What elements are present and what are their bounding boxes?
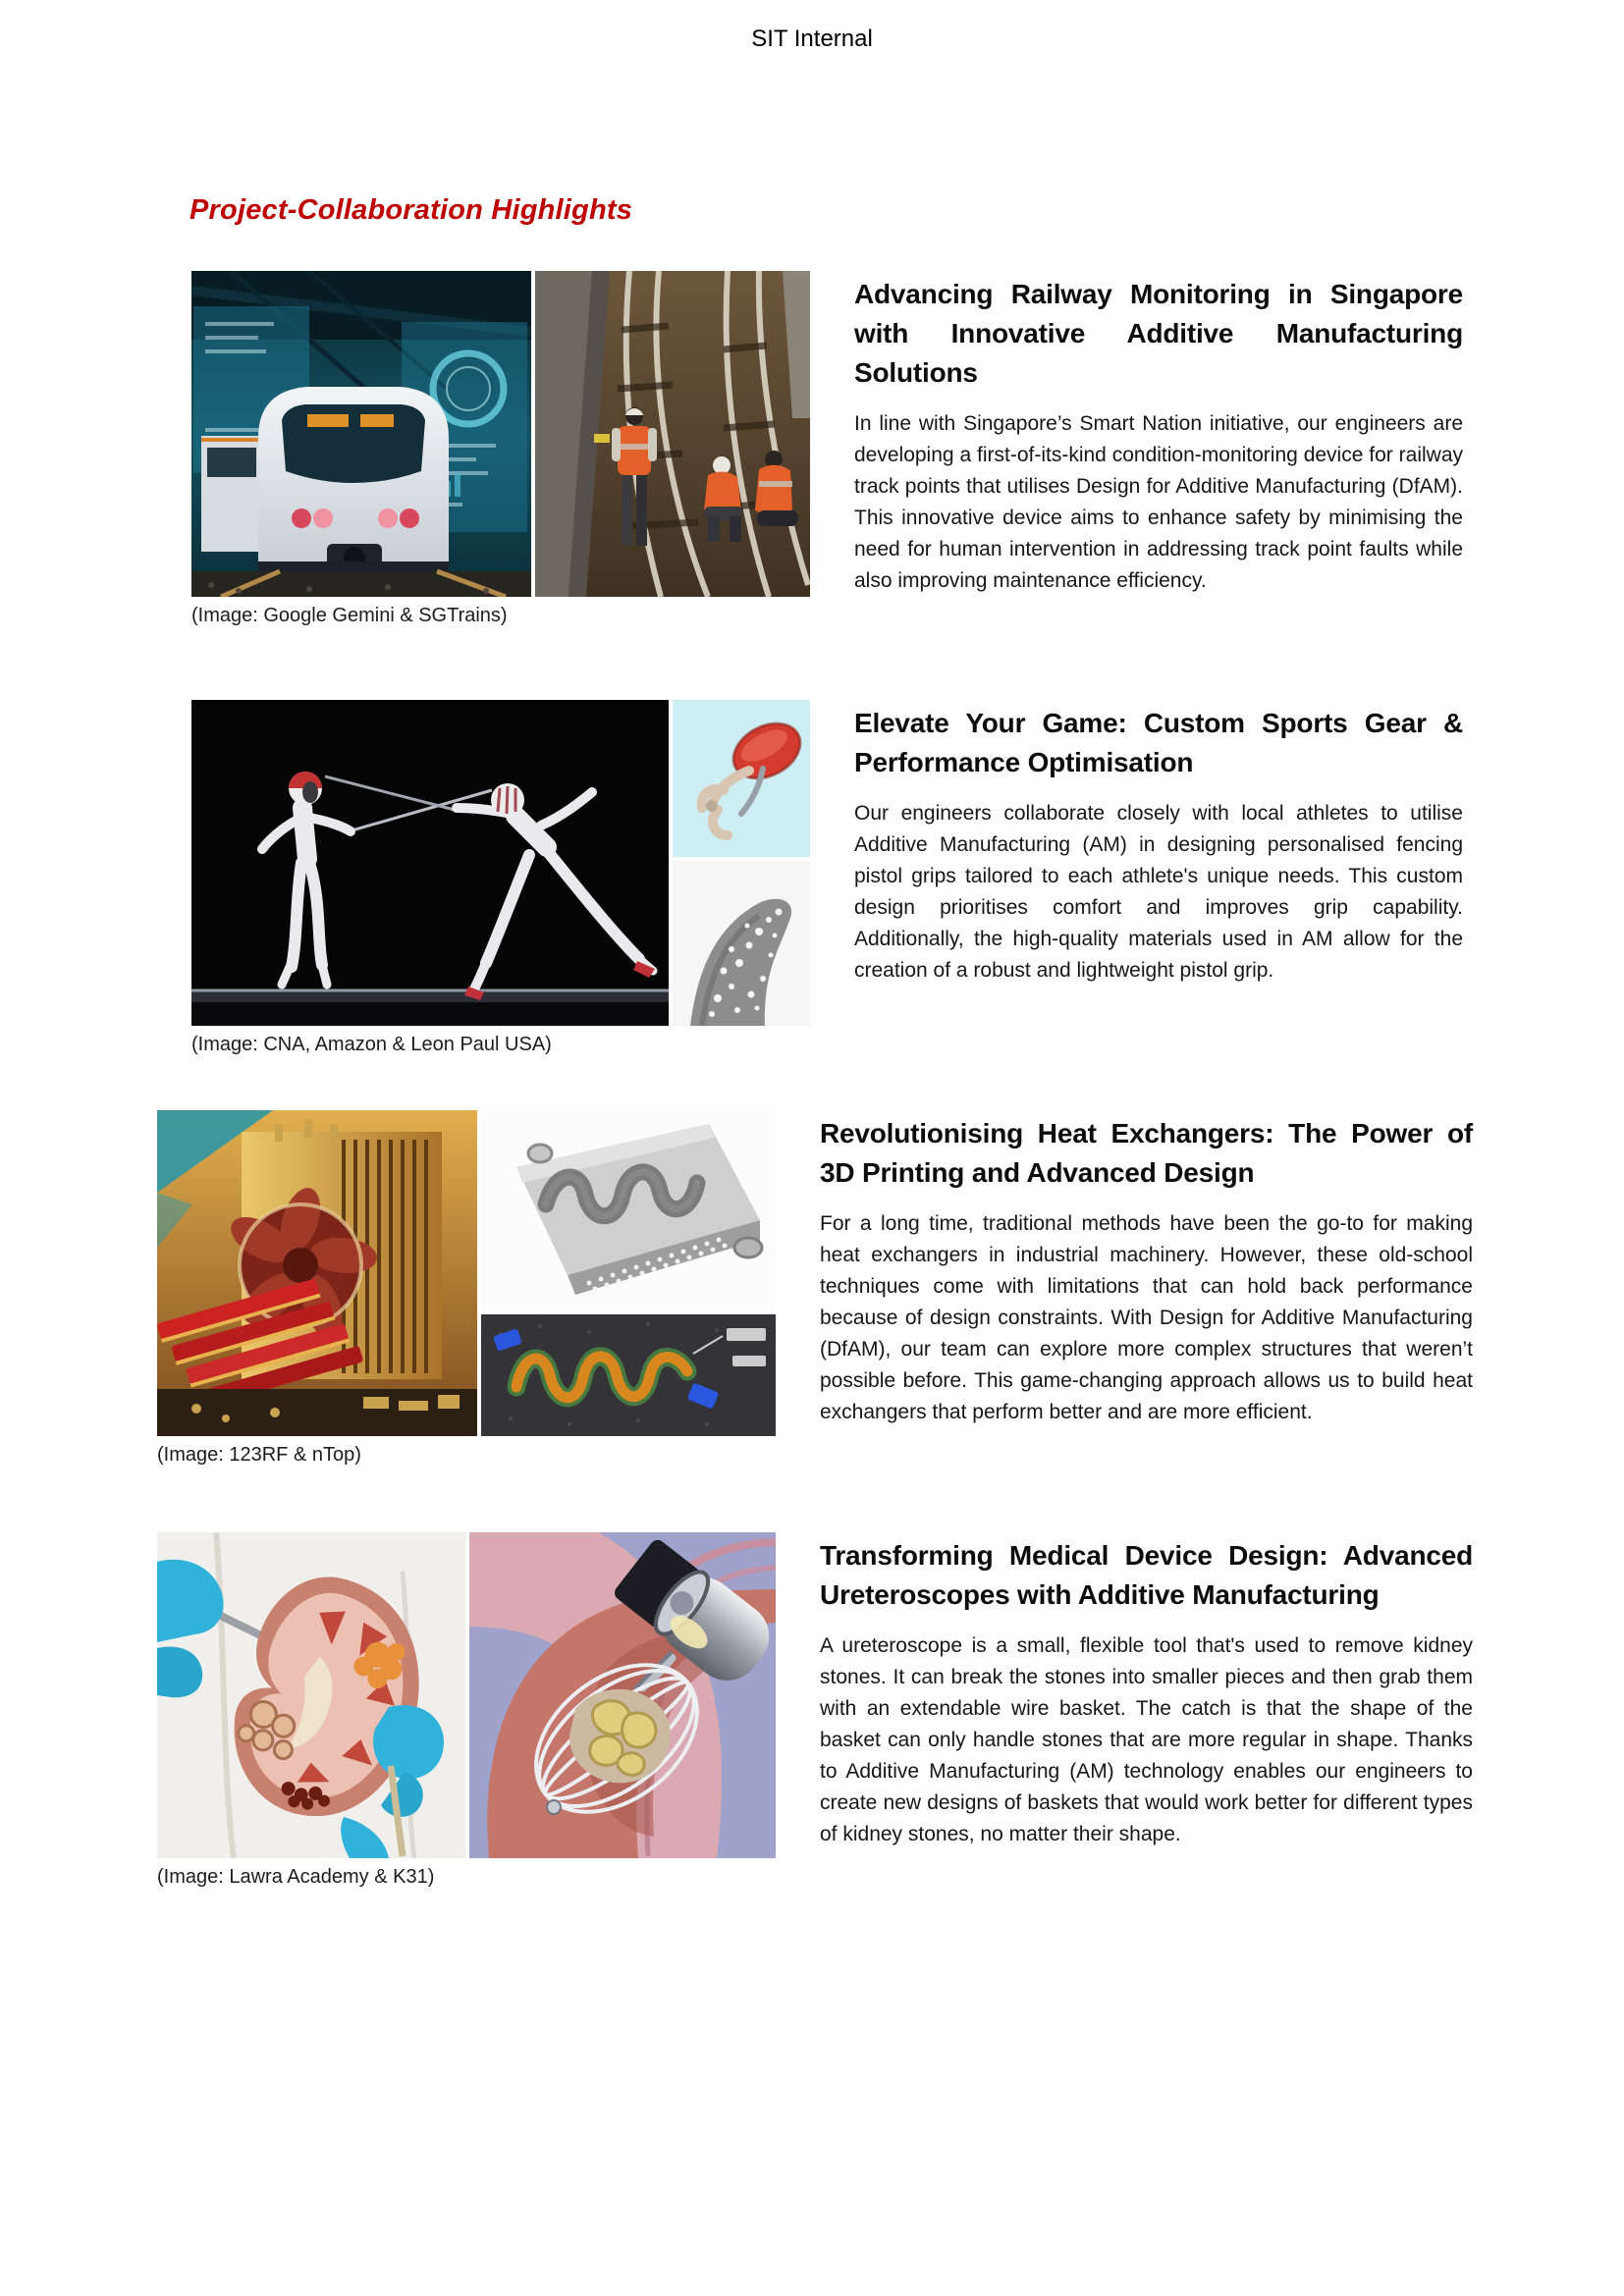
classification-header: SIT Internal <box>751 26 873 52</box>
heat-exchanger-caption: (Image: 123RF & nTop) <box>157 1444 361 1466</box>
railway-body: In line with Singapore’s Smart Nation initiative, our engineers are developing a first-of-its-kind condition-monitoring device for railway track points that utilises Design for Additive Manufacturing (DfAM). This innovative device aims to enhance safety by minimising the need for human intervention in addressing track point faults while also improving maintenance efficiency. <box>854 412 1463 592</box>
fencing-heading: Elevate Your Game: Custom Sports Gear & Performance Optimisation <box>854 708 1463 777</box>
railway-text <box>854 271 1463 597</box>
fencing-body: Our engineers collaborate closely with local athletes to utilise Additive Manufacturing (AM) in designing personalised fencing pistol grips tailored to each athlete's unique needs. This custom design prioritises comfort and improves grip capability. Additionally, the high-quality materials used in AM allow for the creation of a robust and lightweight pistol grip. <box>854 802 1463 982</box>
section-medical <box>157 1532 1624 1890</box>
ureteroscope-basket-photo-illustration <box>469 1532 776 1858</box>
medical-heading: Transforming Medical Device Design: Advanced Ureteroscopes with Additive Manufacturing <box>820 1540 1473 1610</box>
fencing-figure <box>191 700 810 1057</box>
heat-exchanger-heading: Revolutionising Heat Exchangers: The Power of 3D Printing and Advanced Design <box>820 1118 1473 1188</box>
heat-exchanger-figure <box>157 1110 776 1468</box>
kidney-stone <box>569 1689 671 1784</box>
heat-exchanger-side-stack <box>481 1110 776 1436</box>
fencing-image-group <box>191 700 810 1026</box>
section-railway <box>191 271 1624 628</box>
fencing-caption: (Image: CNA, Amazon & Leon Paul USA) <box>191 1034 552 1055</box>
fencing-bout-photo-illustration <box>191 700 669 1026</box>
pistol-grip-photo-illustration <box>673 700 810 857</box>
section-fencing <box>191 700 1624 1057</box>
railway-heading: Advancing Railway Monitoring in Singapore with Innovative Additive Manufacturing Solutions <box>854 279 1463 388</box>
medical-image-pair <box>157 1532 776 1858</box>
lattice-grip-photo-illustration <box>673 861 810 1026</box>
medical-body: A ureteroscope is a small, flexible tool that's used to remove kidney stones. It can break the stones into smaller pieces and then grab them with an extendable wire basket. The catch is that the shape of the basket can only handle stones that are more regular in shape. Thanks to Additive Manufacturing (AM) technology enables our engineers to create new designs of baskets that would work better for different types of kidney stones, no matter their shape. <box>820 1634 1473 1845</box>
railway-figure <box>191 271 810 628</box>
page-title: Project-Collaboration Highlights <box>189 194 633 226</box>
railway-image-pair <box>191 271 810 597</box>
railway-caption: (Image: Google Gemini & SGTrains) <box>191 605 508 626</box>
heatsink-photo-illustration <box>157 1110 477 1436</box>
medical-text <box>820 1532 1473 1850</box>
medical-figure <box>157 1532 776 1890</box>
fencing-text <box>854 700 1463 987</box>
thermal-simulation-photo-illustration <box>481 1314 776 1436</box>
smart-train-photo-illustration <box>191 271 531 597</box>
track-workers-photo-illustration <box>535 271 810 597</box>
heat-exchanger-image-group <box>157 1110 776 1436</box>
fencing-side-stack <box>673 700 810 1026</box>
heat-exchanger-text <box>820 1110 1473 1428</box>
printed-heat-exchanger-photo-illustration <box>481 1110 776 1310</box>
section-heat-exchanger <box>157 1110 1624 1468</box>
heat-exchanger-body: For a long time, traditional methods have been the go-to for making heat exchangers in industrial machinery. However, these old-school techniques come with limitations that can hold back performance because of design constraints. With Design for Additive Manufacturing (DfAM), our team can explore more complex structures that weren’t possible before. This game-changing approach allows us to build heat exchangers that perform better and are more efficient. <box>820 1212 1473 1423</box>
kidney-model-photo-illustration <box>157 1532 465 1858</box>
medical-caption: (Image: Lawra Academy & K31) <box>157 1866 435 1888</box>
